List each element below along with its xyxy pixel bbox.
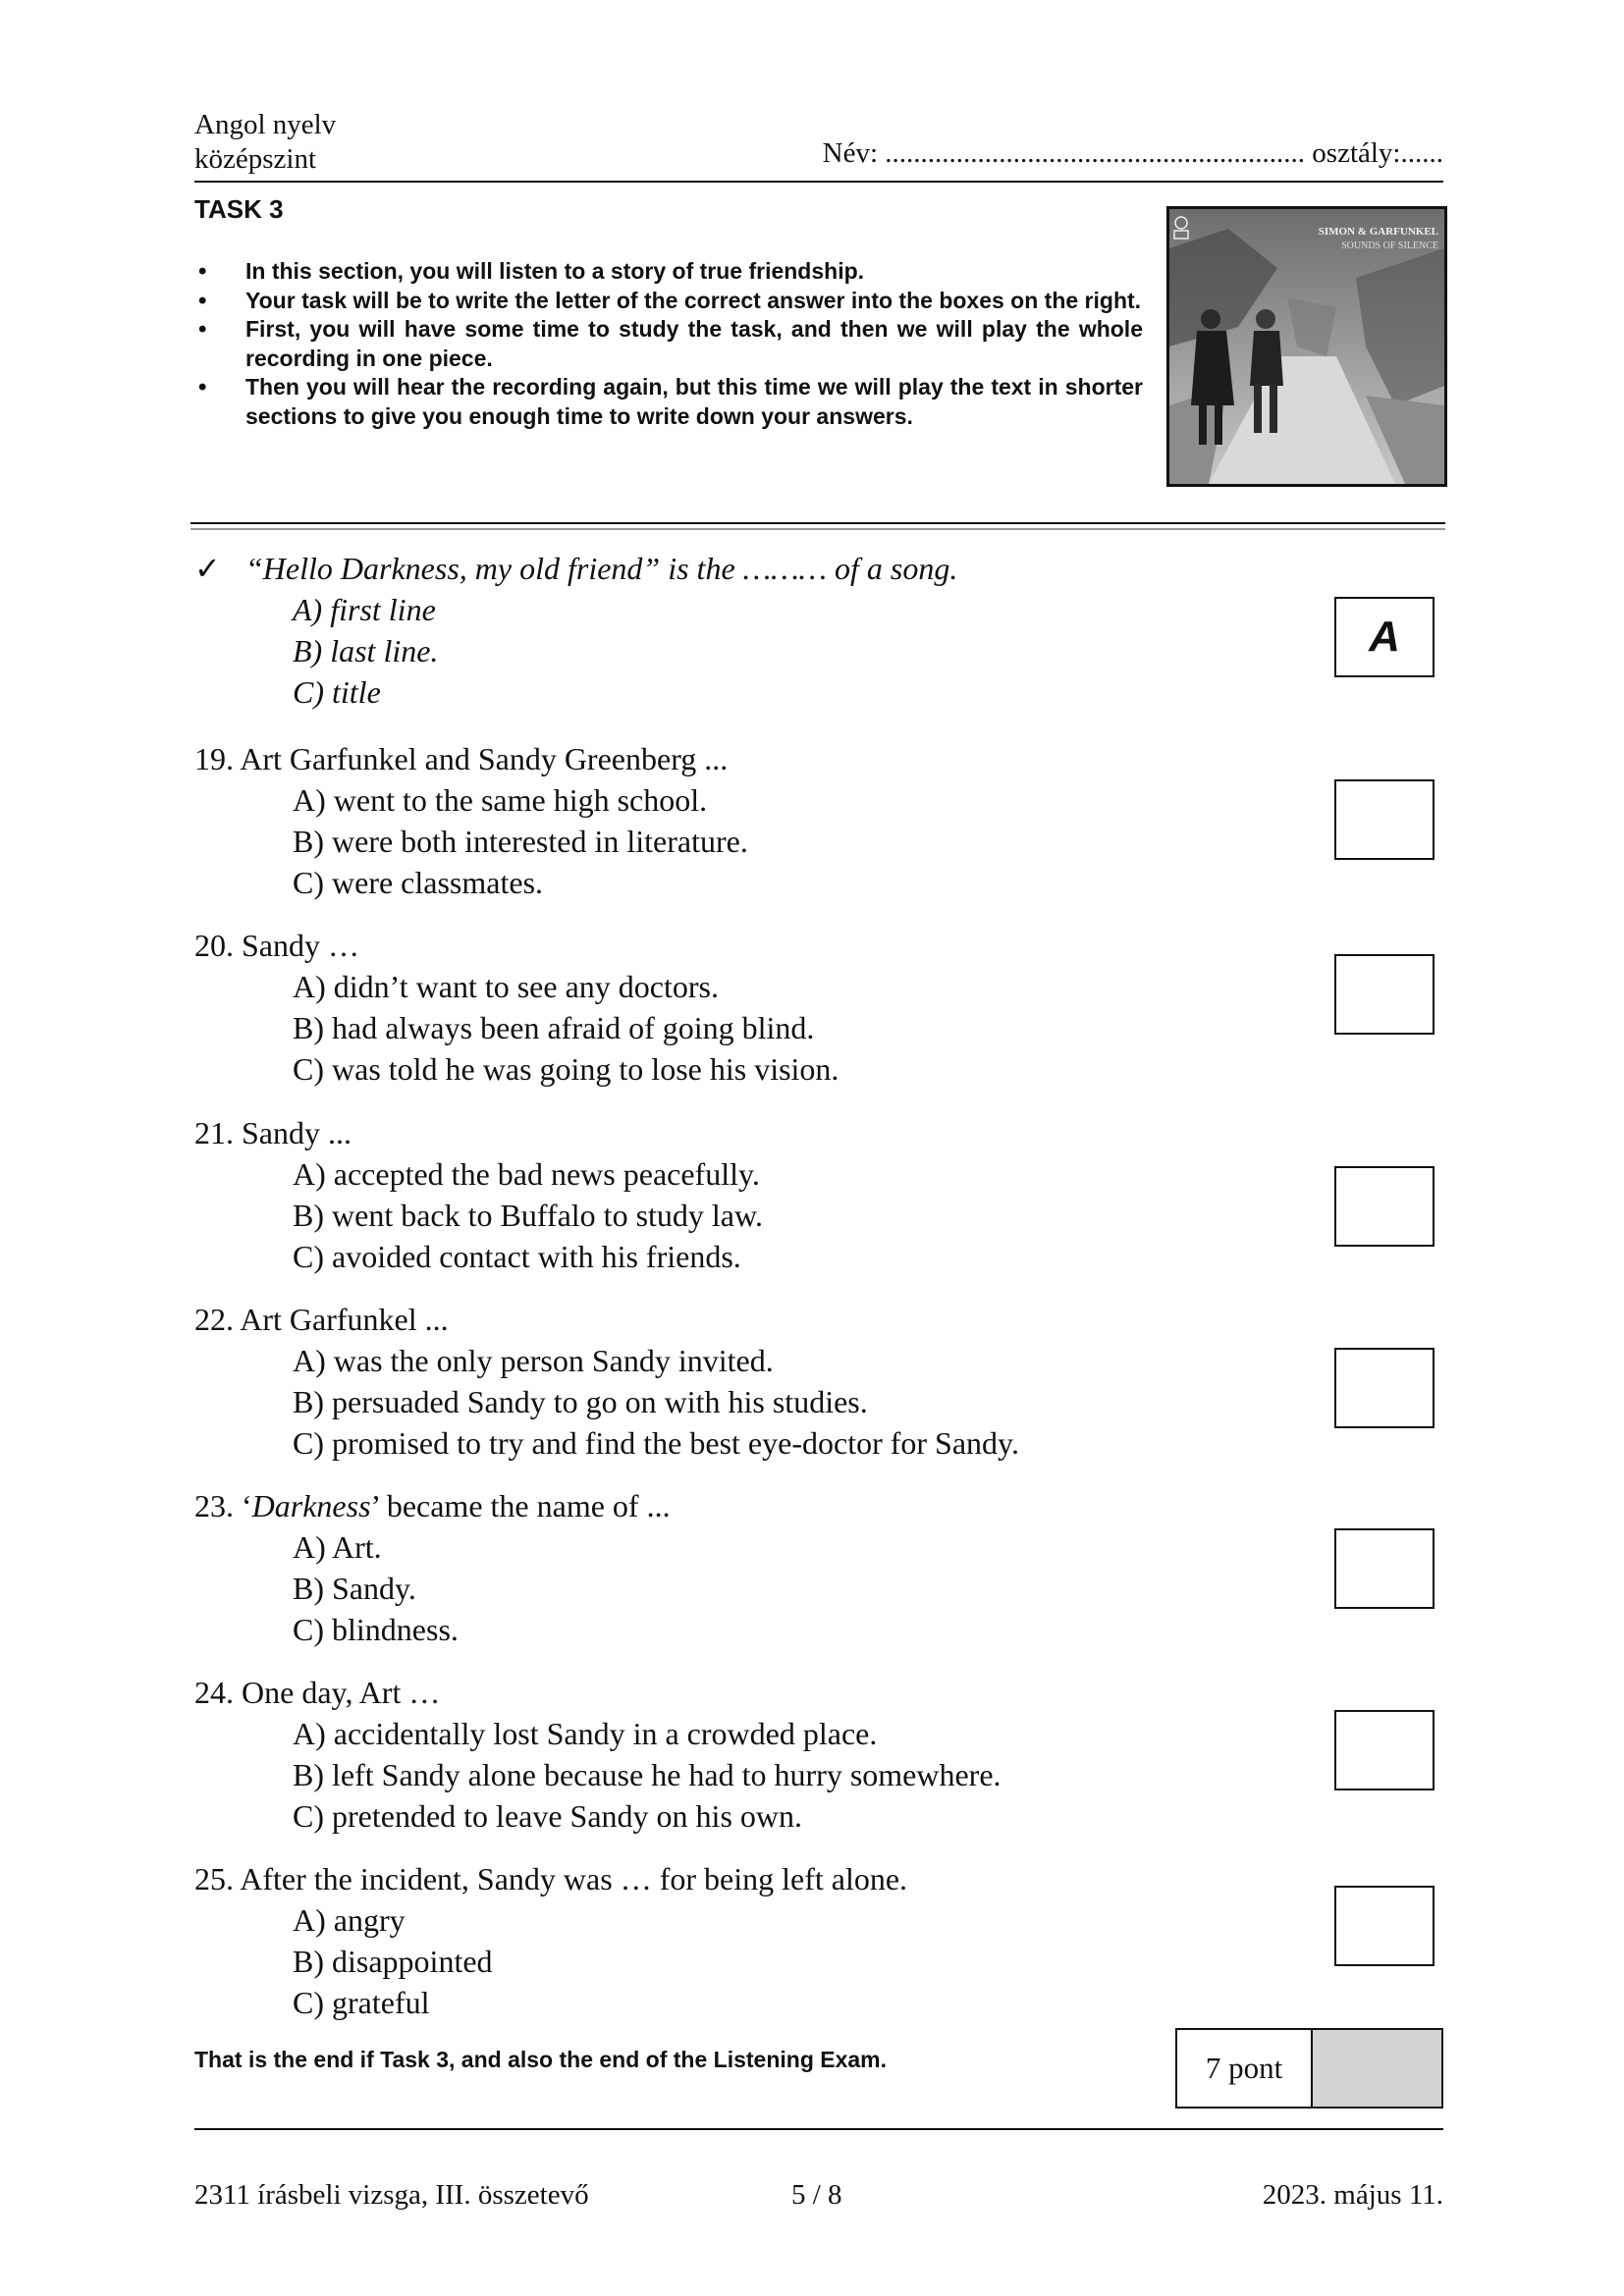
end-note: That is the end if Task 3, and also the end of the Listening Exam.: [194, 2047, 888, 2072]
footer-exam-id: 2311 írásbeli vizsga, III. összetevő: [194, 2179, 589, 2211]
option: A) didn’t want to see any doctors.: [293, 969, 719, 1004]
score-label: 7 pont: [1177, 2030, 1313, 2107]
option: B) persuaded Sandy to go on with his studies.: [293, 1384, 868, 1419]
question-24: [194, 1672, 1001, 1837]
option: A) accidentally lost Sandy in a crowded place.: [293, 1716, 878, 1751]
option: B) disappointed: [293, 1944, 493, 1979]
stem-prefix: 23. ‘: [194, 1488, 252, 1523]
footer-date: 2023. május 11.: [1262, 2179, 1443, 2211]
subject-label: Angol nyelv: [194, 109, 337, 140]
option: A) went to the same high school.: [293, 782, 708, 818]
option: A) angry: [293, 1902, 406, 1938]
question-21: [194, 1112, 763, 1277]
task-title: TASK 3: [194, 194, 284, 224]
answer-box-24[interactable]: [1334, 1710, 1435, 1790]
option: B) left Sandy alone because he had to hurry somewhere.: [293, 1757, 1001, 1792]
section-divider: [190, 522, 1445, 530]
question-stem: 24. One day, Art …: [194, 1675, 441, 1710]
album-cover-image: [1166, 206, 1447, 487]
instruction-item: • Your task will be to write the letter of the correct answer into the boxes on the right.: [194, 287, 1143, 316]
option: C) was told he was going to lose his vision.: [293, 1051, 839, 1087]
question-stem: [194, 1485, 671, 1526]
album-cover-illustration: [1169, 209, 1444, 484]
example-option: C) title: [293, 674, 381, 710]
option: C) were classmates.: [293, 865, 544, 900]
option: C) blindness.: [293, 1612, 459, 1647]
question-20: [194, 925, 839, 1090]
instruction-item: • Then you will hear the recording again, but this time we will play the text in shorter sections to give you enough time to write down your answers.: [194, 373, 1143, 431]
name-class-field[interactable]: Név: ........................................................... osztály:......: [822, 137, 1443, 169]
instructions-list: [194, 257, 1143, 431]
question-stem: 25. After the incident, Sandy was … for being left alone.: [194, 1861, 908, 1896]
answer-box-23[interactable]: [1334, 1528, 1435, 1609]
question-23: [194, 1485, 671, 1650]
option: B) went back to Buffalo to study law.: [293, 1198, 764, 1233]
cover-artist: SIMON & GARFUNKEL: [1318, 226, 1438, 238]
answer-box-20[interactable]: [1334, 954, 1435, 1035]
example-option: A) first line: [293, 592, 436, 627]
example-answer-box: A: [1334, 597, 1435, 677]
option: A) accepted the bad news peacefully.: [293, 1156, 760, 1192]
option: B) were both interested in literature.: [293, 824, 748, 859]
answer-box-19[interactable]: [1334, 779, 1435, 860]
answer-box-22[interactable]: [1334, 1348, 1435, 1428]
score-box: [1175, 2028, 1443, 2109]
question-stem: 20. Sandy …: [194, 928, 359, 963]
stem-italic-word: Darkness: [251, 1488, 371, 1523]
header-subject-block: [194, 108, 336, 177]
question-stem: 21. Sandy ...: [194, 1115, 352, 1150]
checkmark-icon: ✓: [194, 551, 221, 586]
answer-box-21[interactable]: [1334, 1166, 1435, 1247]
question-stem: 19. Art Garfunkel and Sandy Greenberg ...: [194, 741, 729, 776]
option: C) grateful: [293, 1985, 430, 2020]
example-question: [194, 548, 957, 713]
option: C) promised to try and find the best eye-doctor for Sandy.: [293, 1425, 1019, 1461]
instruction-item: • First, you will have some time to study the task, and then we will play the whole recording in one piece.: [194, 315, 1143, 373]
instruction-item: • In this section, you will listen to a story of true friendship.: [194, 257, 1143, 287]
option: A) Art.: [293, 1529, 382, 1565]
answer-box-25[interactable]: [1334, 1886, 1435, 1966]
option: B) had always been afraid of going blind.: [293, 1010, 815, 1045]
question-stem: 22. Art Garfunkel ...: [194, 1302, 449, 1337]
score-field[interactable]: [1313, 2030, 1441, 2107]
footer-page-number: 5 / 8: [791, 2179, 842, 2211]
stem-suffix: ’ became the name of ...: [370, 1488, 671, 1523]
option: B) Sandy.: [293, 1571, 416, 1606]
level-label: középszint: [194, 143, 317, 175]
example-stem: “Hello Darkness, my old friend” is the ……… of a song.: [245, 551, 958, 586]
footer-divider: [194, 2128, 1443, 2130]
example-option: B) last line.: [293, 633, 439, 668]
question-22: [194, 1299, 1019, 1464]
question-25: [194, 1858, 907, 2023]
header-divider: [194, 181, 1443, 183]
cover-album: SOUNDS OF SILENCE: [1341, 240, 1438, 251]
option: A) was the only person Sandy invited.: [293, 1343, 774, 1378]
question-19: [194, 738, 748, 903]
option: C) pretended to leave Sandy on his own.: [293, 1798, 802, 1834]
option: C) avoided contact with his friends.: [293, 1239, 741, 1274]
